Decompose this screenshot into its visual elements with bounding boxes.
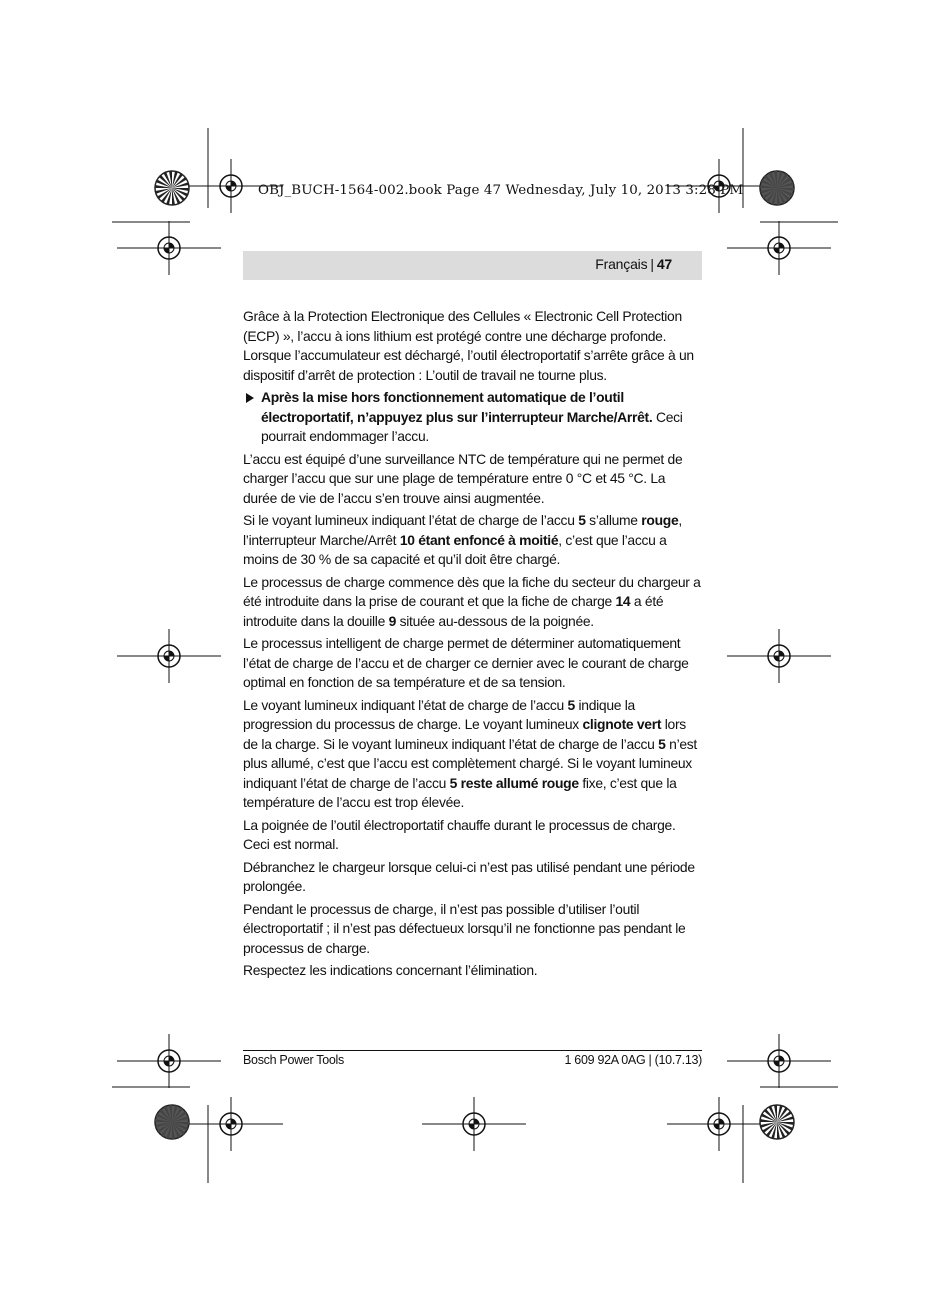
star-target	[155, 171, 189, 205]
registration-mark	[117, 221, 221, 275]
registration-mark	[179, 1097, 283, 1151]
text-run: , c’est que l’accu a moins de 30 % de sa capacité et qu’il doit être chargé.	[243, 531, 667, 567]
paragraph	[243, 634, 702, 693]
footer-brand: Bosch Power Tools	[243, 1053, 344, 1067]
paragraph	[243, 573, 702, 632]
running-header	[243, 251, 702, 280]
footer-rule	[243, 1050, 702, 1051]
header-language: Français	[595, 256, 648, 272]
text-run: La poignée de l’outil électroportatif chauffe durant le processus de charge. Ceci est normal.	[243, 816, 676, 852]
text-run: située au-dessous de la poignée.	[396, 612, 594, 629]
text-run: s’allume	[585, 512, 642, 528]
body-text	[243, 307, 702, 984]
page-number: 47	[656, 256, 672, 272]
print-slug: OBJ_BUCH-1564-002.book Page 47 Wednesday, July 10, 2013 3:28 PM	[258, 183, 744, 198]
paragraph	[243, 511, 702, 570]
text-run: Grâce à la Protection Electronique des Cellules « Electronic Cell Protection (ECP) », l’accu à ions lithium est protégé contre une décharge profonde. Lorsque l’accumulateur est déchargé, l’outil électroportatif s’arrête grâce à un dispositif d’arrêt de protection : L’outil de travail ne tourne plus.	[243, 308, 694, 383]
bold-run: 5	[658, 735, 666, 752]
paragraph	[243, 900, 702, 959]
text-run: Respectez les indications concernant l’élimination.	[243, 962, 538, 978]
star-target	[760, 171, 794, 205]
bold-run: 14	[615, 593, 631, 609]
text-run: n’est plus allumé, c’est que l’accu est complètement chargé. Si le voyant lumineux indiquant l’état de charge de l’accu	[243, 735, 697, 791]
footer-doc-number: 1 609 92A 0AG | (10.7.13)	[564, 1053, 702, 1067]
paragraph	[243, 961, 702, 981]
registration-mark	[727, 1034, 831, 1088]
text-run: lors de la charge. Si le voyant lumineux indiquant l’état de charge de l’accu	[243, 716, 686, 752]
text-run: L’accu est équipé d’une surveillance NTC de température qui ne permet de charger l’accu que sur une plage de température entre 0 °C et 45 °C. La durée de vie de l’accu s’en trouve ainsi augmentée.	[243, 450, 683, 506]
paragraph	[243, 816, 702, 855]
text-run: Le processus intelligent de charge permet de déterminer automatiquement l’état de charge de l’accu et de charger ce dernier avec le courant de charge optimal en fonction de sa température et de sa tension.	[243, 635, 689, 690]
bold-run: 5	[567, 696, 575, 713]
bold-run: Après la mise hors fonctionnement automatique de l’outil électroportatif, n’appuyez plus sur l’interrupteur Marche/Arrêt.	[261, 389, 653, 425]
bold-run: 5	[578, 512, 586, 528]
registration-mark	[117, 1034, 221, 1088]
registration-mark	[117, 629, 221, 683]
paragraph	[243, 307, 702, 385]
text-run: Le voyant lumineux indiquant l’état de charge de l’accu	[243, 696, 568, 713]
bold-run: clignote vert	[582, 716, 662, 732]
bullet-triangle-icon	[246, 393, 254, 403]
text-run: Si le voyant lumineux indiquant l’état de charge de l’accu	[243, 512, 579, 528]
bold-run: 9	[388, 612, 397, 629]
paragraph	[243, 858, 702, 897]
registration-mark	[422, 1097, 526, 1151]
bold-run: 10 étant enfoncé à moitié	[399, 531, 559, 548]
bold-run: 5 reste allumé rouge	[449, 774, 579, 791]
text-run: Ceci pourrait endommager l’accu.	[261, 408, 683, 444]
text-run: a été introduite dans la douille	[243, 593, 664, 629]
header-separator: |	[650, 256, 654, 272]
star-target	[155, 1105, 189, 1139]
registration-mark	[727, 629, 831, 683]
text-run: Pendant le processus de charge, il n’est pas possible d’utiliser l’outil électroportatif ; il n’est pas défectueux lorsqu’il ne fonctionne pas pendant le processus de charge.	[243, 900, 686, 956]
registration-mark	[727, 221, 831, 275]
running-header-text	[595, 256, 672, 272]
text-run: Débranchez le chargeur lorsque celui-ci n’est pas utilisé pendant une période prolongée.	[243, 858, 695, 894]
text-run: fixe, c’est que la température de l’accu est trop élevée.	[243, 774, 677, 810]
bold-run: rouge	[641, 512, 679, 528]
paragraph	[243, 450, 702, 509]
text-run: indique la progression du processus de charge. Le voyant lumineux	[243, 696, 635, 732]
text-run: , l’interrupteur Marche/Arrêt	[243, 512, 682, 548]
text-run: Le processus de charge commence dès que la fiche du secteur du chargeur a été introduite dans la prise de courant et que la fiche de charge	[243, 573, 701, 609]
paragraph	[243, 696, 702, 813]
star-target	[760, 1105, 794, 1139]
registration-mark	[667, 1097, 771, 1151]
warning-bullet	[243, 388, 702, 447]
